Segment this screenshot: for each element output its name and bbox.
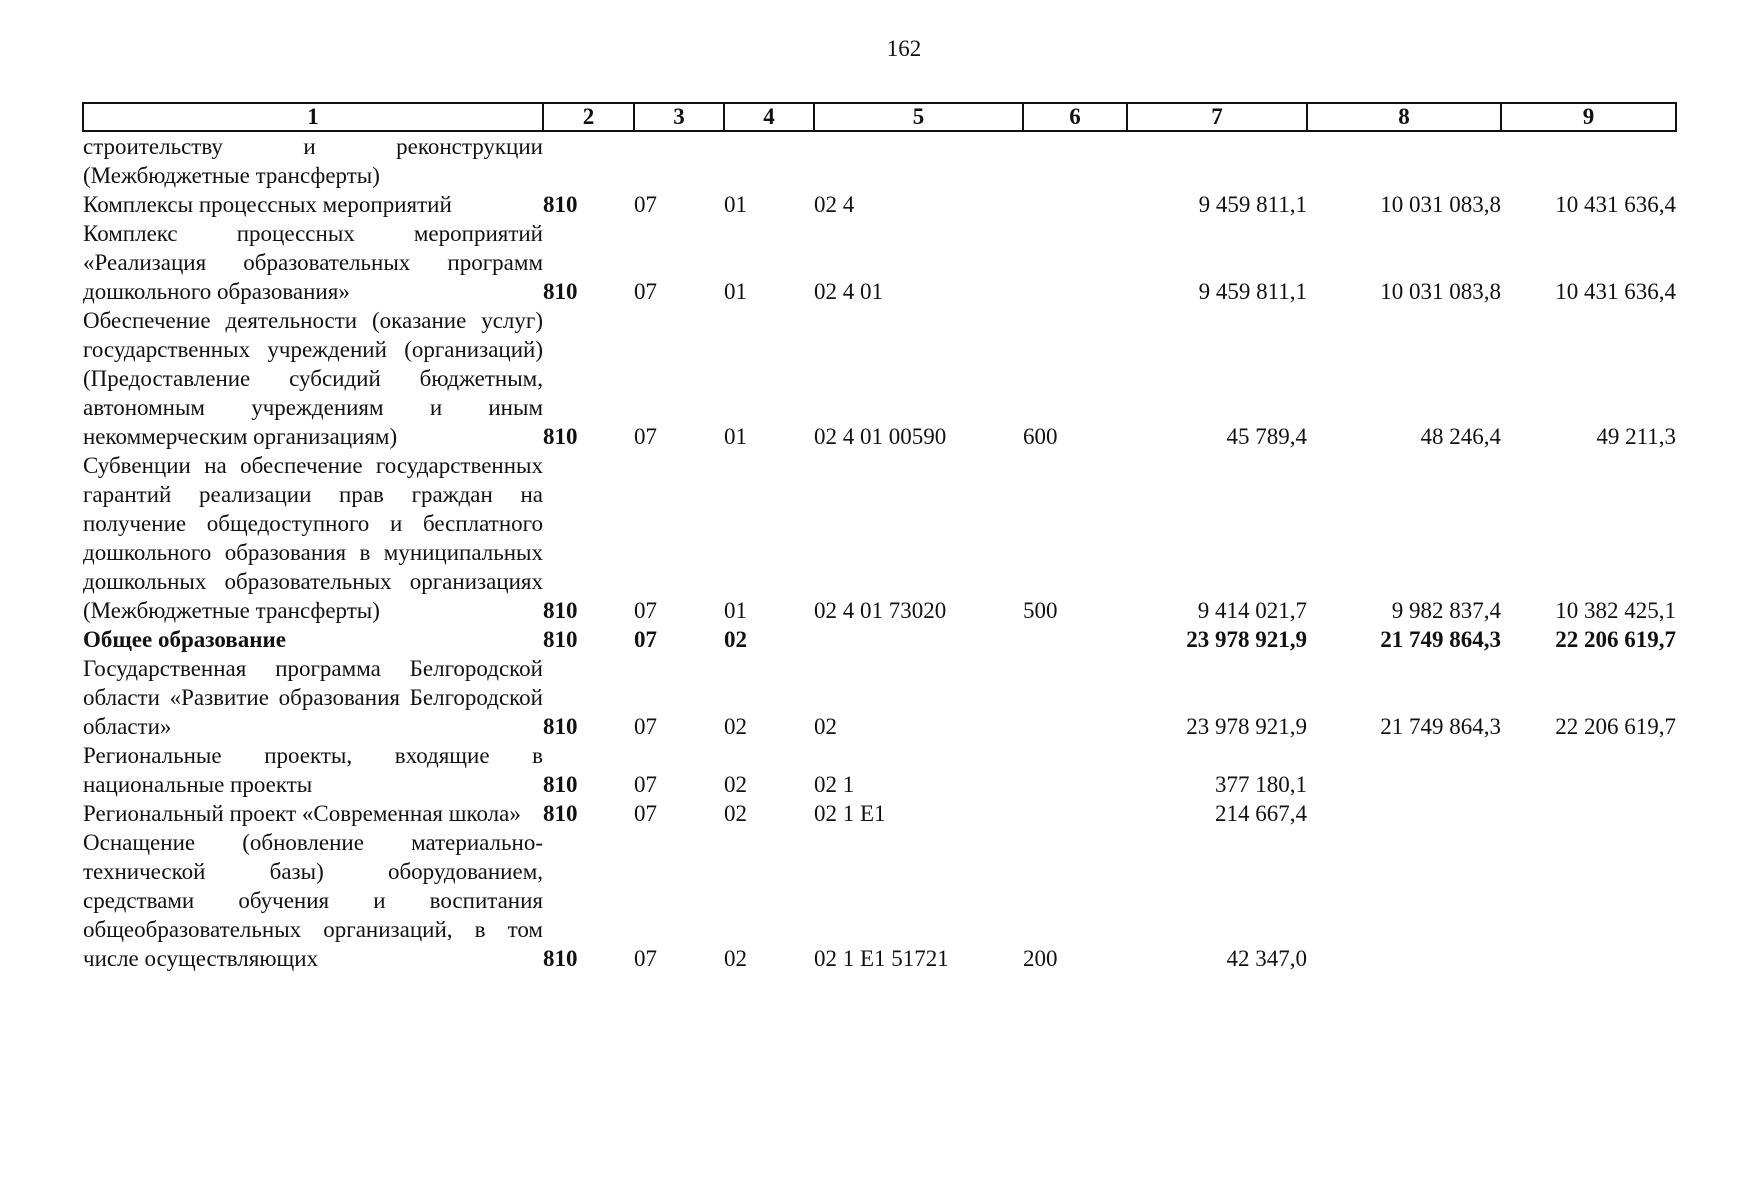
budget-table [82, 102, 1677, 973]
cell-subsection: 01 [724, 192, 747, 217]
table-row [83, 131, 1676, 190]
cell-code: 810 [543, 946, 578, 971]
cell-code: 810 [543, 192, 578, 217]
cell-target: 02 [814, 714, 837, 739]
cell-amount-7: 377 180,1 [1215, 772, 1307, 797]
cell-expense-type [1023, 799, 1127, 828]
cell-target: 02 1 E1 [814, 801, 886, 826]
cell-amount-9: 10 431 636,4 [1555, 279, 1676, 304]
cell-amount-9: 10 431 636,4 [1555, 192, 1676, 217]
cell-subsection: 01 [724, 424, 747, 449]
cell-section: 07 [634, 279, 657, 304]
table-row [83, 799, 1676, 828]
cell-code: 810 [543, 714, 578, 739]
cell-amount-9 [1501, 799, 1676, 828]
cell-subsection: 02 [724, 801, 747, 826]
cell-subsection: 02 [724, 946, 747, 971]
row-name: Оснащение (обновление материально-технической базы) оборудованием, средствами обучения и воспитания общеобразовательных организаций, в том числе осуществляющих [83, 830, 543, 971]
col-header-7: 7 [1127, 103, 1307, 131]
cell-expense-type: 200 [1023, 946, 1058, 971]
cell-amount-7 [1127, 131, 1307, 190]
cell-amount-7: 9 459 811,1 [1198, 279, 1307, 304]
cell-code: 810 [543, 279, 578, 304]
cell-expense-type [1023, 741, 1127, 799]
cell-target [814, 131, 1023, 190]
cell-amount-7: 9 459 811,1 [1198, 192, 1307, 217]
cell-code [543, 131, 634, 190]
table-row [83, 306, 1676, 451]
cell-amount-9: 22 206 619,7 [1555, 627, 1676, 652]
row-name: Региональный проект «Современная школа» [83, 801, 521, 826]
col-header-1: 1 [83, 103, 543, 131]
cell-subsection: 02 [724, 627, 747, 652]
table-row [83, 828, 1676, 973]
row-name: Комплексы процессных мероприятий [83, 192, 452, 217]
cell-amount-8 [1307, 741, 1501, 799]
cell-amount-9 [1501, 131, 1676, 190]
cell-section: 07 [634, 946, 657, 971]
cell-expense-type: 500 [1023, 598, 1058, 623]
page-number: 162 [886, 36, 922, 61]
cell-amount-9: 49 211,3 [1596, 424, 1676, 449]
cell-amount-7: 23 978 921,9 [1186, 714, 1307, 739]
table-row [83, 741, 1676, 799]
cell-expense-type [1023, 654, 1127, 741]
row-name: Комплекс процессных мероприятий «Реализация образовательных программ дошкольного образования» [83, 221, 543, 304]
cell-amount-9: 10 382 425,1 [1555, 598, 1676, 623]
cell-amount-9 [1501, 828, 1676, 973]
cell-amount-9 [1501, 741, 1676, 799]
cell-amount-7: 9 414 021,7 [1197, 598, 1307, 623]
row-name: строительству и реконструкции (Межбюджетные трансферты) [83, 134, 543, 188]
row-name: Субвенции на обеспечение государственных гарантий реализации прав граждан на получение общедоступного и бесплатного дошкольного образования в муниципальных дошкольных образовательных организациях (Межбюджетные трансферты) [83, 453, 543, 623]
cell-section: 07 [634, 714, 657, 739]
col-header-5: 5 [814, 103, 1023, 131]
cell-amount-7: 42 347,0 [1226, 946, 1307, 971]
cell-section: 07 [634, 627, 657, 652]
row-name: Региональные проекты, входящие в национальные проекты [83, 743, 543, 797]
row-name: Государственная программа Белгородской области «Развитие образования Белгородской области» [83, 656, 543, 739]
cell-amount-8 [1307, 131, 1501, 190]
col-header-8: 8 [1307, 103, 1501, 131]
cell-target: 02 1 E1 51721 [814, 946, 949, 971]
table-row-section-total [83, 625, 1676, 654]
cell-target: 02 1 [814, 772, 855, 797]
cell-amount-8: 9 982 837,4 [1391, 598, 1501, 623]
cell-code: 810 [543, 598, 578, 623]
cell-expense-type: 600 [1023, 424, 1058, 449]
cell-section: 07 [634, 801, 657, 826]
row-name: Обеспечение деятельности (оказание услуг) государственных учреждений (организаций) (Предоставление субсидий бюджетным, автономным учреждениям и иным некоммерческим организациям) [83, 308, 543, 449]
table-row [83, 219, 1676, 306]
col-header-3: 3 [634, 103, 724, 131]
cell-amount-7: 214 667,4 [1215, 801, 1307, 826]
cell-expense-type [1023, 625, 1127, 654]
cell-amount-9: 22 206 619,7 [1555, 714, 1676, 739]
cell-amount-7: 45 789,4 [1226, 424, 1307, 449]
table-header-row [83, 103, 1676, 131]
cell-amount-8 [1307, 828, 1501, 973]
cell-amount-8: 10 031 083,8 [1380, 192, 1501, 217]
cell-subsection: 01 [724, 598, 747, 623]
cell-amount-8: 10 031 083,8 [1380, 279, 1501, 304]
cell-expense-type [1023, 131, 1127, 190]
cell-expense-type [1023, 190, 1127, 219]
cell-target [814, 625, 1023, 654]
cell-subsection [724, 131, 814, 190]
cell-target: 02 4 01 73020 [814, 598, 947, 623]
cell-target: 02 4 [814, 192, 855, 217]
table-row [83, 654, 1676, 741]
cell-amount-8 [1307, 799, 1501, 828]
cell-subsection: 01 [724, 279, 747, 304]
cell-expense-type [1023, 219, 1127, 306]
col-header-4: 4 [724, 103, 814, 131]
cell-section: 07 [634, 772, 657, 797]
cell-section: 07 [634, 598, 657, 623]
col-header-2: 2 [543, 103, 634, 131]
col-header-9: 9 [1501, 103, 1676, 131]
cell-code: 810 [543, 424, 578, 449]
col-header-6: 6 [1023, 103, 1127, 131]
cell-subsection: 02 [724, 772, 747, 797]
cell-amount-8: 21 749 864,3 [1380, 714, 1501, 739]
cell-section: 07 [634, 424, 657, 449]
cell-code: 810 [543, 801, 578, 826]
cell-target: 02 4 01 [814, 279, 883, 304]
cell-amount-7: 23 978 921,9 [1186, 627, 1307, 652]
cell-code: 810 [543, 627, 578, 652]
row-name: Общее образование [83, 627, 286, 652]
cell-section: 07 [634, 192, 657, 217]
cell-amount-8: 21 749 864,3 [1380, 627, 1501, 652]
table-row [83, 451, 1676, 625]
cell-target: 02 4 01 00590 [814, 424, 947, 449]
cell-code: 810 [543, 772, 578, 797]
table-row [83, 190, 1676, 219]
cell-section [634, 131, 724, 190]
cell-subsection: 02 [724, 714, 747, 739]
cell-amount-8: 48 246,4 [1420, 424, 1501, 449]
